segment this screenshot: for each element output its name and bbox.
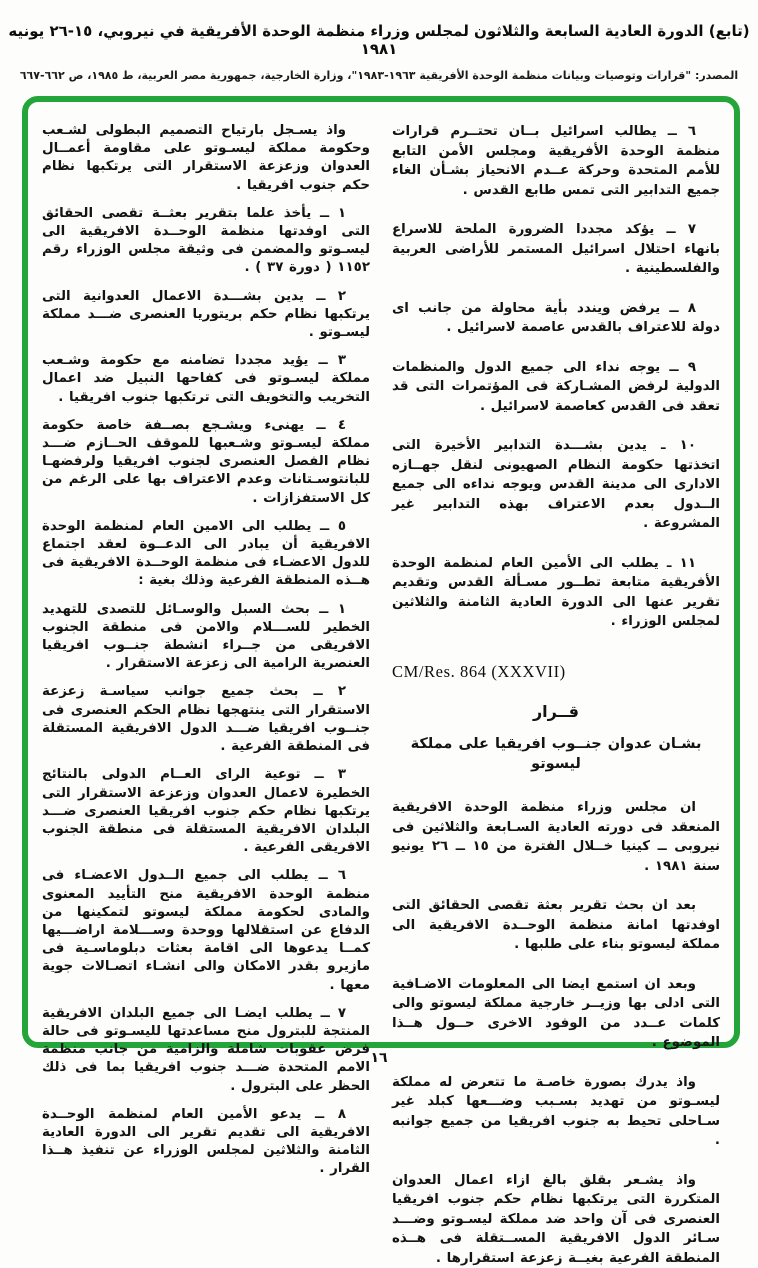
operative-clause-8: ٨ ــ يدعو الأمين العام لمنظمة الوحــدة الافريقية الى تقديم تقرير الى الدورة العادية الثامنة والثلاثين لمجلس الوزراء عن تنفيذ هــذا القرار . [42, 1106, 370, 1179]
document-body [28, 104, 734, 1040]
resolution-clause-11: ١١ ـ يطلب الى الأمين العام لمنظمة الوحدة الأفريقية متابعة تطــور مسـألة القدس وتقديم تقرير عنها الى الدورة العادية الثامنة والثلاثين لمجلس الوزراء . [392, 554, 720, 632]
resolution-heading: قــرار [392, 702, 720, 722]
page-number: ١٦ [0, 1050, 758, 1066]
operative-clause-6: ٦ ــ يطلب الى جميع الــدول الاعضـاء فى منظمة الوحدة الافريقية منح التأييد المعنوى والمادى لحكومة مملكة ليسوتو لتمكينها من الدفاع عن استقلالها ووحدة وســـلامة اراضـــيها كمــا يدعوها الى اقامة بعثات دبلوماسـية فى مازيرو بقدر الامكان والى انشـاء اتصـالات جوية معها . [42, 867, 370, 994]
column-left [42, 122, 370, 1030]
operative-clause-3: ٣ ــ يؤيد مجددا تضامنه مع حكومة وشـعب مملكة ليسـوتو فى كفاحها النبيل ضد اعمال التخريب والتخويف التى ترتكبها جنوب افريقيا . [42, 352, 370, 407]
operative-clause-7: ٧ ــ يطلب ايضـا الى جميع البلدان الافريقية المنتجة للبترول منح مساعدتها لليسـوتو فى حالة فرض عقوبات شاملة والزامية من جانب منظمة الامم المتحدة ضـــد جنوب افريقيا بما فى ذلك الحظر على البترول . [42, 1005, 370, 1096]
resolution-clause-7: ٧ ــ يؤكد مجددا الضرورة الملحة للاسراع بانهاء احتلال اسرائيل المستمر للأراضى العربية والفلسطينية . [392, 220, 720, 279]
column-right [392, 122, 720, 1030]
page-header [0, 22, 758, 82]
preamble-paragraph-3: وبعد ان استمع ايضا الى المعلومات الاضـافية التى ادلى بها وزيــر خارجية مملكة ليسوتو والى كلمات عــدد من الوفود الاخرى حــول هــذا الموضوع . [392, 975, 720, 1053]
operative-clause-2: ٢ ــ يدين بشـــدة الاعمال العدوانية التى يرتكبها نظام حكم بريتوريا العنصرى ضـــد مملكة ليسـوتو . [42, 288, 370, 343]
operative-clause-1: ١ ــ يأخذ علما بتقرير بعثــة تقصى الحقائق التى اوفدتها منظمة الوحــدة الافريقية الى ليسـوتو والمضمن فى وثيقة مجلس الوزراء رقم ١١٥٢ ( دورة ٣٧ ) . [42, 205, 370, 278]
resolution-clause-9: ٩ ــ يوجه نداء الى جميع الدول والمنظمات الدولية لرفض المشـاركة فى المؤتمرات التى قد تعقد فى القدس كعاصمة لاسرائيل . [392, 358, 720, 417]
resolution-code: CM/Res. 864 (XXXVII) [392, 662, 720, 682]
preamble-paragraph-2: بعد ان بحث تقرير بعثة تقصى الحقائق التى اوفدتها امانة منظمة الوحــدة الافريقية الى مملكة ليسوتو بناء على طلبها . [392, 896, 720, 955]
resolution-subtitle: بشـان عدوان جنــوب افريقيا على مملكة ليسوتو [392, 735, 720, 774]
source-citation: المصدر: "قرارات وتوصيات وبيانات منظمة الوحدة الأفريقية ١٩٦٣-١٩٨٣"، وزارة الخارجية، جمهورية مصر العربية، ط ١٩٨٥، ص ٦٦٢-٦٦٧ [0, 69, 758, 82]
operative-subclause-5-2: ٢ ــ بحث جميع جوانب سياسـة زعزعة الاستقرار التى ينتهجها نظام الحكم العنصرى فى جنــوب افريقيا ضـــد الدول الافريقية المستقلة فى المنطقة الفرعية . [42, 683, 370, 756]
preamble-paragraph-4: واذ يدرك بصورة خاصـة ما تتعرض له مملكة ليسـوتو من تهديد بسـبب وضـــعها كبلد غير سـاحلى تحيط به جنوب افريقيا من جميع جوانبه . [392, 1073, 720, 1151]
preamble-paragraph-6: واذ يسـجل بارتياح التصميم البطولى لشـعب وحكومة مملكة ليسـوتو على مقاومة أعمــال العدوان وزعزعة الاستقرار التى يرتكبها نظام حكم جنوب افريقيا . [42, 122, 370, 195]
preamble-paragraph-5: واذ يشـعر بقلق بالغ ازاء اعمال العدوان المتكررة التى يرتكبها نظام حكم جنوب افريقيا العنصرى فى آن واحد ضد مملكة ليسـوتو وضـــد سـائر الدول الافريقية المســتقلة فى هــذه المنطقة الفرعية بغيــة زعزعة استقرارها . [392, 1171, 720, 1268]
preamble-paragraph-1: ان مجلس وزراء منظمة الوحدة الافريقية المنعقد فى دورته العادية السـابعة والثلاثين فى نيروبى ــ كينيا خــلال الفترة من ١٥ ــ ٢٦ يونيو سنة ١٩٨١ . [392, 798, 720, 876]
operative-subclause-5-1: ١ ــ بحث السبل والوسـائل للتصدى للتهديد الخطير للســـلام والامن فى منطقة الجنوب الافريقى من جــراء انشطة جنــوب افريقيا العنصرية الرامية الى زعزعة الاستقرار . [42, 601, 370, 674]
resolution-clause-10: ١٠ ـ يدين بشـــدة التدابير الأخيرة التى اتخذتها حكومة النظام الصهيونى لنقل جهــازه الادارى الى مدينة القدس ويوجه نداءه الى جميع الــدول بعدم الاعتراف بهذه التدابير غير المشروعة . [392, 436, 720, 534]
session-title: (تابع) الدورة العادية السابعة والثلاثون لمجلس وزراء منظمة الوحدة الأفريقية في نيروبي، ١٥-٢٦ يونيه ١٩٨١ [0, 22, 758, 58]
operative-clause-5: ٥ ــ يطلب الى الامين العام لمنظمة الوحدة الافريقية أن يبادر الى الدعــوة لعقد اجتماع للدول الاعضـاء فى منظمة الوحــدة الافريقية فى هــذه المنطقة الفرعية وذلك بغية : [42, 518, 370, 591]
operative-subclause-5-3: ٣ ــ توعية الراى العــام الدولى بالنتائج الخطيرة لاعمال العدوان وزعزعة الاستقرار التى يرتكبها نظام حكم جنوب افريقيا العنصرى ضـــد البلدان الافريقية المستقلة فى منطقة الجنوب الافريقى الفرعية . [42, 766, 370, 857]
resolution-clause-8: ٨ ــ يرفض ويندد بأية محاولة من جانب اى دولة للاعتراف بالقدس عاصمة لاسرائيل . [392, 299, 720, 338]
resolution-clause-6: ٦ ــ يطالب اسرائيل بــان تحتــرم قرارات منظمة الوحدة الأفريقية ومجلس الأمن التابع للأمم المتحدة وحركة عــدم الانحياز بشـأن الغاء جميع التدابير التى تمس طابع القدس . [392, 122, 720, 200]
operative-clause-4: ٤ ــ يهنىء ويشـجع بصــفة خاصة حكومة مملكة ليسـوتو وشـعبها للموقف الحــازم ضـــد نظام الفصل العنصرى لجنوب افريقيا ولرفضهـا للبانتوسـتانات وعدم الاعتراف بها على الرغم من كل الاستفزازات . [42, 417, 370, 508]
